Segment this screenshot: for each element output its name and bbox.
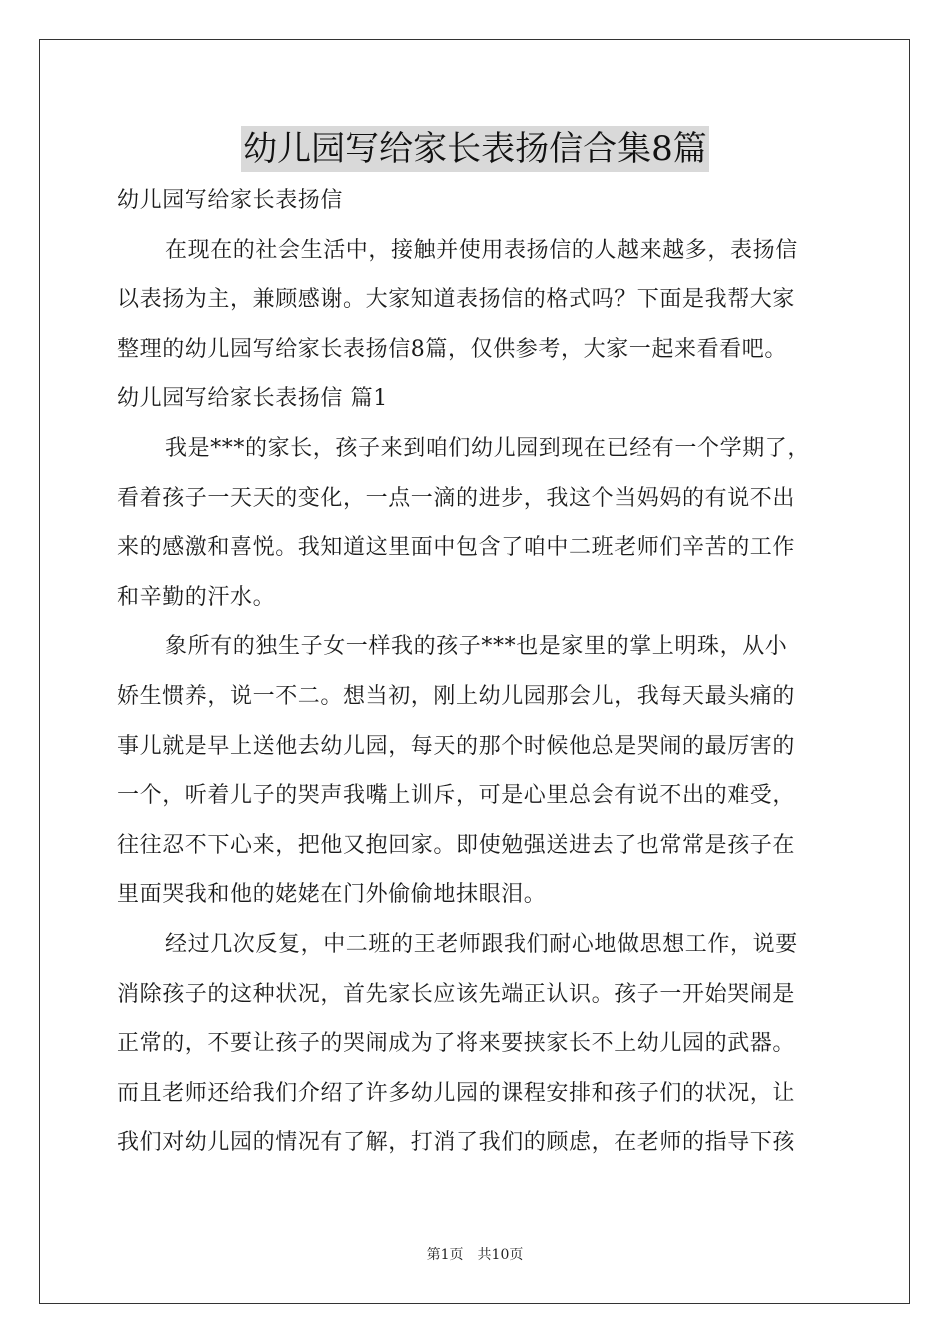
text-line: 看着孩子一天天的变化，一点一滴的进步，我这个当妈妈的有说不出	[117, 485, 796, 511]
text-line: 往往忍不下心来，把他又抱回家。即使勉强送进去了也常常是孩子在	[117, 832, 796, 858]
text-line: 消除孩子的这种状况，首先家长应该先端正认识。孩子一开始哭闹是	[117, 981, 796, 1007]
text-line: 幼儿园写给家长表扬信 篇1	[117, 386, 388, 412]
text-line: 我是***的家长，孩子来到咱们幼儿园到现在已经有一个学期了，	[165, 435, 811, 461]
text-line: 象所有的独生子女一样我的孩子***也是家里的掌上明珠，从小	[165, 634, 788, 660]
text-line: 事儿就是早上送他去幼儿园，每天的那个时候他总是哭闹的最厉害的	[117, 733, 796, 759]
page-number-current: 第1页	[426, 1247, 464, 1263]
text-line: 正常的，不要让孩子的哭闹成为了将来要挟家长不上幼儿园的武器。	[117, 1031, 796, 1057]
text-line: 整理的幼儿园写给家长表扬信8篇，仅供参考，大家一起来看看吧。	[117, 336, 787, 362]
text-line: 我们对幼儿园的情况有了解，打消了我们的顾虑，在老师的指导下孩	[117, 1130, 796, 1156]
document-title: 幼儿园写给家长表扬信合集8篇	[241, 126, 709, 172]
text-line: 经过几次反复，中二班的王老师跟我们耐心地做思想工作，说要	[165, 931, 798, 957]
page-footer	[0, 1244, 950, 1264]
page-number-total: 共10页	[477, 1247, 524, 1263]
text-line: 和辛勤的汗水。	[117, 584, 276, 610]
text-line: 在现在的社会生活中，接触并使用表扬信的人越来越多，表扬信	[165, 237, 798, 263]
text-line: 而且老师还给我们介绍了许多幼儿园的课程安排和孩子们的状况，让	[117, 1080, 796, 1106]
title-container	[0, 126, 950, 172]
text-line: 来的感激和喜悦。我知道这里面中包含了咱中二班老师们辛苦的工作	[117, 535, 796, 561]
text-line: 以表扬为主，兼顾感谢。大家知道表扬信的格式吗？下面是我帮大家	[117, 287, 796, 313]
text-line: 一个，听着儿子的哭声我嘴上训斥，可是心里总会有说不出的难受，	[117, 783, 796, 809]
text-line: 幼儿园写给家长表扬信	[117, 188, 344, 213]
document-body	[117, 176, 837, 1168]
text-line: 里面哭我和他的姥姥在门外偷偷地抹眼泪。	[117, 882, 547, 908]
text-line: 娇生惯养，说一不二。想当初，刚上幼儿园那会儿，我每天最头痛的	[117, 683, 796, 709]
